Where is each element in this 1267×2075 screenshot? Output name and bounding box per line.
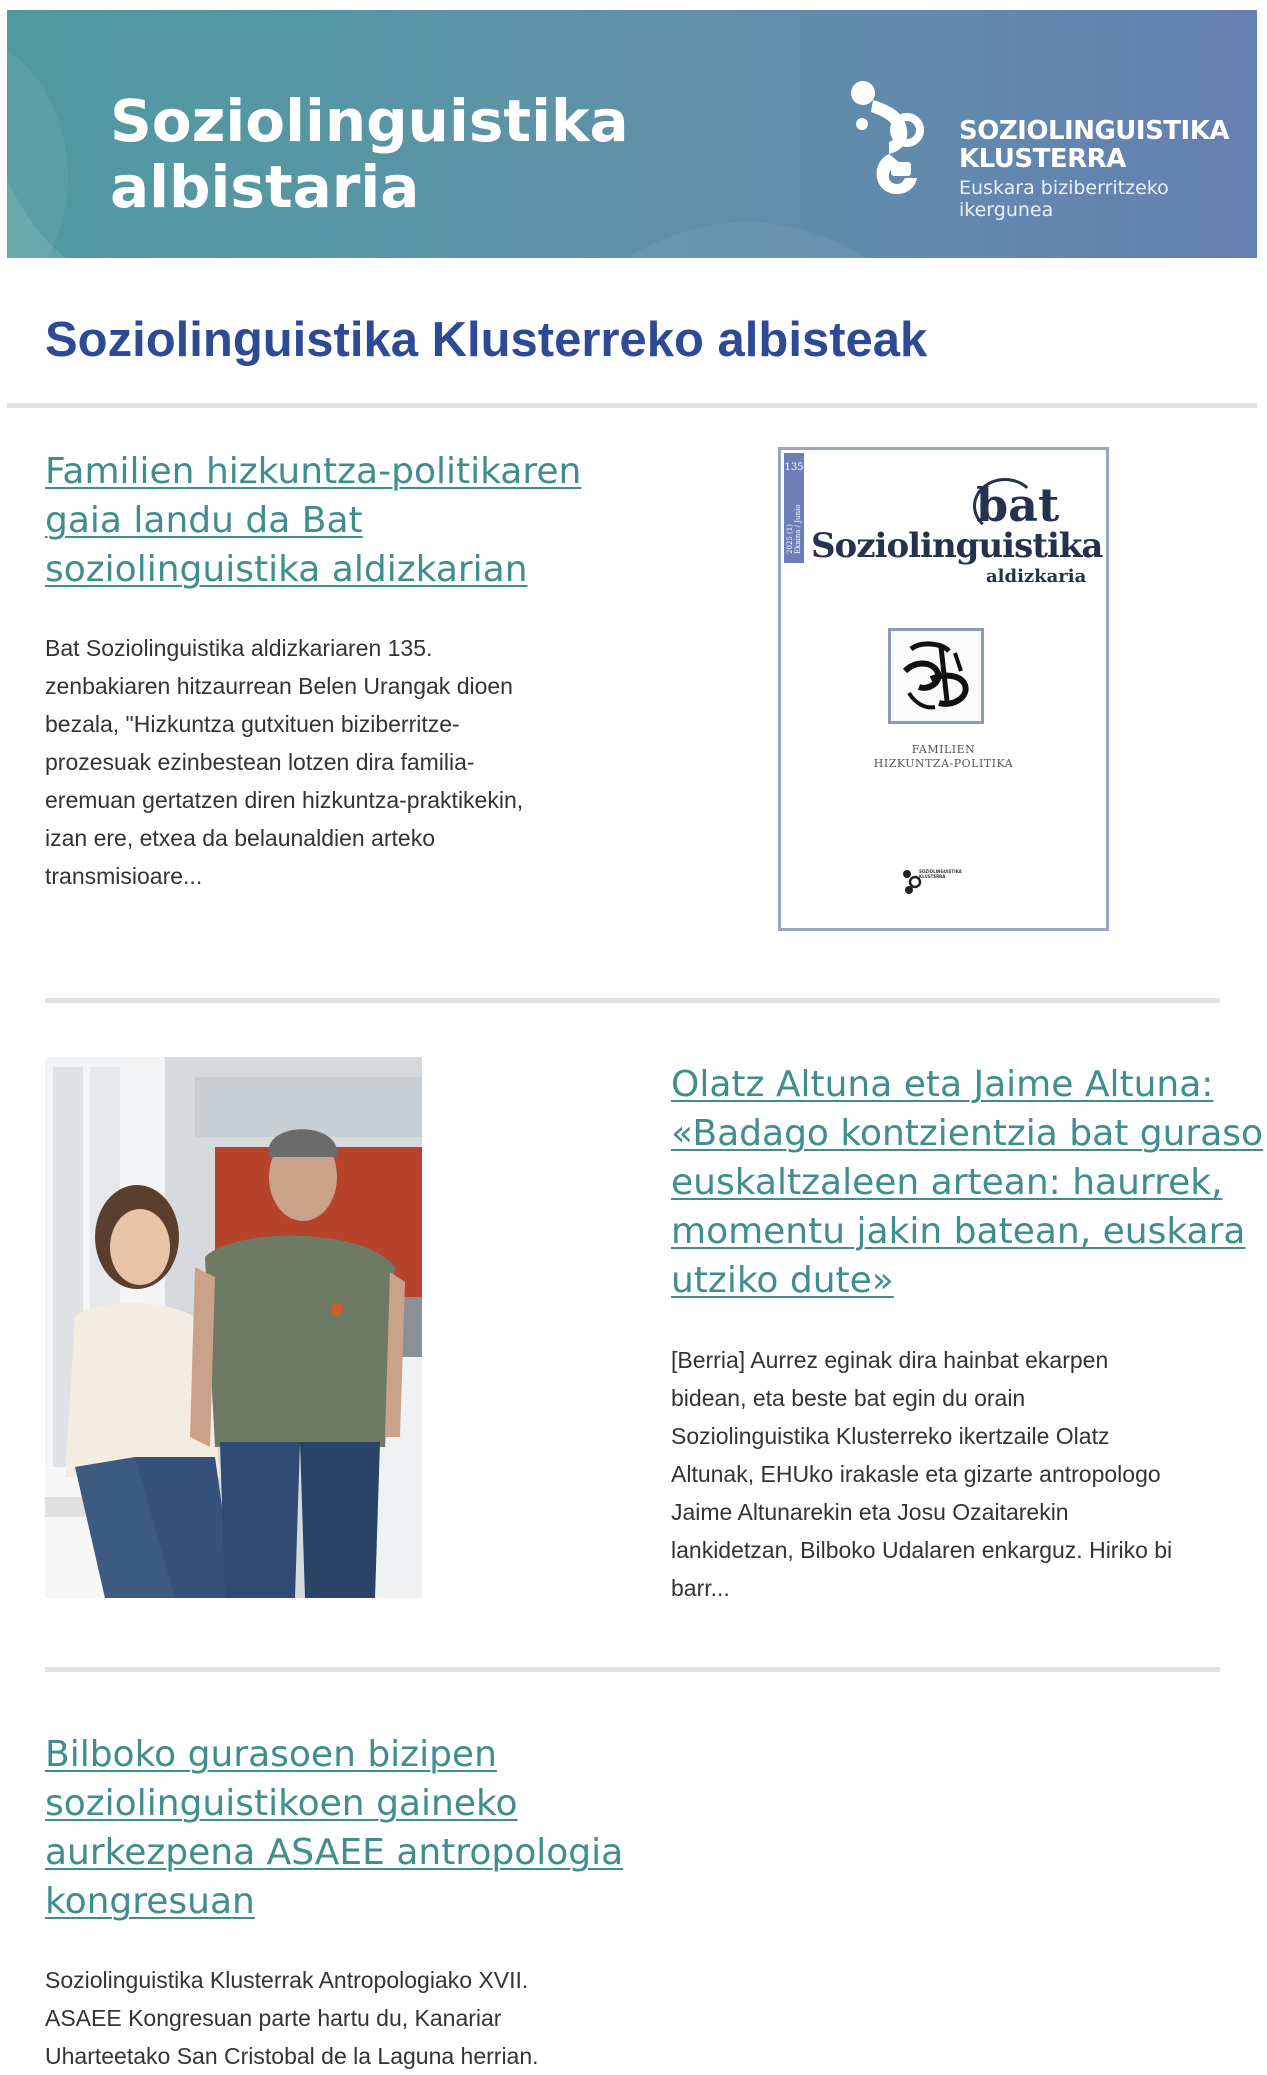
newsletter-title-line2: albistaria (110, 153, 420, 221)
klusterra-logo-icon (845, 78, 945, 208)
article-1-title-line: gaia landu da Bat (45, 500, 363, 541)
article-2-title-line: Olatz Altuna eta Jaime Altuna: (671, 1064, 1214, 1105)
newsletter-title-line1: Soziolinguistika (110, 87, 629, 155)
article-3-title-line: soziolinguistikoen gaineko (45, 1783, 518, 1824)
article-3-excerpt (45, 1961, 539, 2075)
article-2-excerpt-line: Jaime Altunarekin eta Josu Ozaitarekin (671, 1499, 1069, 1525)
article-1-excerpt-line: izan ere, etxea da belaunaldien arteko (45, 825, 436, 851)
article-1-title-line: soziolinguistika aldizkarian (45, 549, 528, 590)
cover-publisher-text (919, 869, 962, 879)
cover-brand: bat (976, 478, 1060, 532)
article-1-title-line: Familien hizkuntza-politikaren (45, 451, 582, 492)
article-1-excerpt-line: eremuan gertatzen diren hizkuntza-praktikekin, (45, 787, 524, 813)
article-1-excerpt-line: bezala, "Hizkuntza gutxituen biziberritze- (45, 711, 460, 737)
cover-title: Soziolinguistika (811, 526, 1103, 566)
cover-artwork (888, 628, 984, 724)
article-2-excerpt-line: lankidetzan, Bilboko Udalaren enkarguz. Hiriko bi (671, 1537, 1173, 1563)
article-2-photo-illustration (45, 1057, 422, 1598)
article-1-excerpt-line: Bat Soziolinguistika aldizkariaren 135. (45, 635, 433, 661)
magazine-cover-image[interactable] (778, 447, 1109, 931)
article-1-excerpt-line: zenbakiaren hitzaurrean Belen Urangak dioen (45, 673, 513, 699)
article-2-excerpt-line: [Berria] Aurrez eginak dira hainbat ekarpen (671, 1347, 1109, 1373)
article-1-title-link[interactable] (45, 447, 581, 594)
cover-issue-number: 135 (784, 462, 804, 473)
article-2-excerpt (671, 1341, 1172, 1607)
article-2-photo[interactable] (45, 1057, 422, 1598)
newsletter-title (110, 88, 629, 220)
article-2-excerpt-line: bidean, eta beste bat egin du orain (671, 1385, 1026, 1411)
logo-name-line2: KLUSTERRA (959, 144, 1126, 174)
article-2-title-line: «Badago kontzientzia bat guraso (671, 1113, 1264, 1154)
article-2-title-line: momentu jakin batean, euskara (671, 1211, 1246, 1252)
article-3-title-line: Bilboko gurasoen bizipen (45, 1734, 497, 1775)
article-2-excerpt-line: Soziolinguistika Klusterreko ikertzaile Olatz (671, 1423, 1110, 1449)
header-banner (7, 10, 1257, 258)
logo-name-line1: SOZIOLINGUISTIKA (959, 116, 1229, 146)
article-divider (45, 1667, 1220, 1672)
klusterra-logo[interactable] (845, 78, 1245, 228)
cover-subtitle: aldizkaria (986, 566, 1087, 587)
logo-tagline-line1: Euskara biziberritzeko (959, 177, 1169, 199)
article-3-excerpt-line: ASAEE Kongresuan parte hartu du, Kanariar (45, 2005, 502, 2031)
article-3-title-link[interactable] (45, 1730, 623, 1926)
cover-spine-line: Ekaina / Junio (794, 504, 802, 554)
cover-theme-line1: FAMILIEN (911, 743, 976, 756)
article-1-excerpt (45, 629, 523, 895)
logo-tagline-line2: ikergunea (959, 199, 1054, 221)
cover-spine-text (786, 494, 802, 554)
article-3-title-line: kongresuan (45, 1881, 255, 1922)
article-2-title-line: euskaltzaleen artean: haurrek, (671, 1162, 1223, 1203)
cover-publisher-line: SOZIOLINGUISTIKA (919, 869, 962, 874)
cover-spine-line: 2025 (1) (786, 524, 794, 554)
article-1-excerpt-line: prozesuak ezinbestean lotzen dira familia- (45, 749, 475, 775)
section-title: Soziolinguistika Klusterreko albisteak (45, 313, 928, 367)
article-2-excerpt-line: Altunak, EHUko irakasle eta gizarte antropologo (671, 1461, 1161, 1487)
article-2-title-link[interactable] (671, 1060, 1263, 1305)
article-3-excerpt-line: Soziolinguistika Klusterrak Antropologiako XVII. (45, 1967, 529, 1993)
article-3-excerpt-line: Uharteetako San Cristobal de la Laguna herrian. (45, 2043, 539, 2069)
article-divider (45, 998, 1220, 1003)
cover-calligraphy-icon (891, 631, 981, 721)
article-1-excerpt-line: transmisioare... (45, 863, 203, 889)
cover-theme-line2: HIZKUNTZA-POLITIKA (873, 757, 1014, 770)
article-2-title-line: utziko dute» (671, 1260, 894, 1301)
cover-publisher-line: KLUSTERRA (919, 874, 946, 879)
article-3-title-line: aurkezpena ASAEE antropologia (45, 1832, 624, 1873)
section-divider (7, 403, 1257, 408)
article-2-excerpt-line: barr... (671, 1575, 730, 1601)
